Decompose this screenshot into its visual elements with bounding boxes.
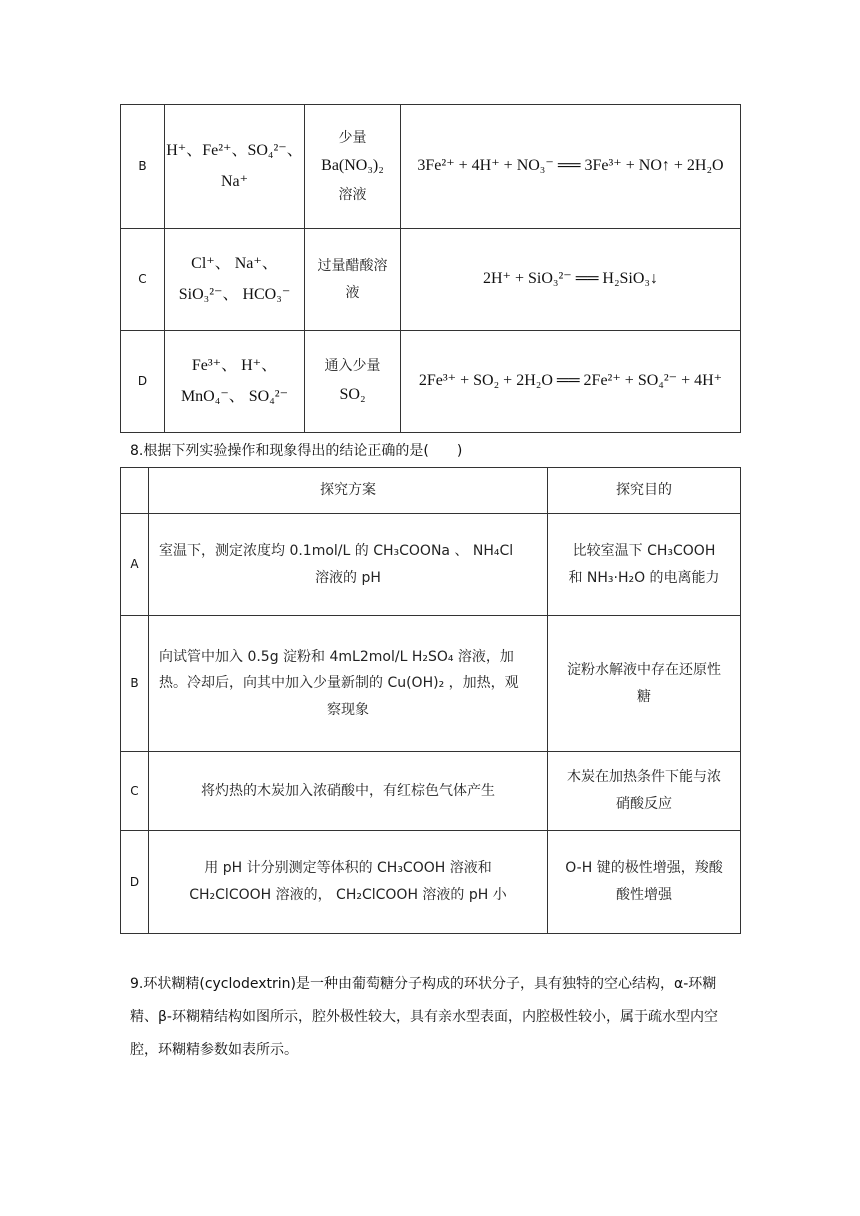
header-plan: 探究方案: [149, 468, 548, 514]
row-label: B: [121, 105, 165, 229]
table-row: [121, 831, 741, 934]
table-row: [121, 105, 741, 229]
ion-list: Fe³⁺、 H⁺、 MnO₄⁻、 SO₄²⁻: [165, 331, 305, 433]
plan-cell: 将灼热的木炭加入浓硝酸中，有红棕色气体产生: [149, 752, 548, 831]
table-row: [121, 752, 741, 831]
plan-cell: 用 pH 计分别测定等体积的 CH₃COOH 溶液和 CH₂ClCOOH 溶液的， CH₂ClCOOH 溶液的 pH 小: [149, 831, 548, 934]
question-8-stem: 8.根据下列实验操作和现象得出的结论正确的是( ): [130, 443, 463, 459]
row-label: B: [121, 616, 149, 752]
experiment-table: [120, 467, 741, 934]
goal-cell: 木炭在加热条件下能与浓 硝酸反应: [548, 752, 741, 831]
ionic-equation: 2H⁺ + SiO₃²⁻ ══ H₂SiO₃↓: [401, 229, 741, 331]
row-label: C: [121, 752, 149, 831]
ionic-equation: 3Fe²⁺ + 4H⁺ + NO₃⁻ ══ 3Fe³⁺ + NO↑ + 2H₂O: [401, 105, 741, 229]
reagent: 过量醋酸溶 液: [305, 229, 401, 331]
row-label: D: [121, 831, 149, 934]
plan-cell: 向试管中加入 0.5g 淀粉和 4mL2mol/L H₂SO₄ 溶液，加 热。冷却后，向其中加入少量新制的 Cu(OH)₂ ，加热，观 察现象: [149, 616, 548, 752]
table-row: [121, 514, 741, 616]
reagent: 通入少量 SO₂: [305, 331, 401, 433]
ion-reaction-table: [120, 104, 741, 433]
ionic-equation: 2Fe³⁺ + SO₂ + 2H₂O ══ 2Fe²⁺ + SO₄²⁻ + 4H⁺: [401, 331, 741, 433]
table-row: [121, 616, 741, 752]
header-goal: 探究目的: [548, 468, 741, 514]
ion-list: Cl⁺、 Na⁺、 SiO₃²⁻、 HCO₃⁻: [165, 229, 305, 331]
plan-cell: 室温下，测定浓度均 0.1mol/L 的 CH₃COONa 、 NH₄Cl 溶液的 pH: [149, 514, 548, 616]
goal-cell: O-H 键的极性增强，羧酸 酸性增强: [548, 831, 741, 934]
row-label: D: [121, 331, 165, 433]
row-label: A: [121, 514, 149, 616]
table-header-row: [121, 468, 741, 514]
row-label: C: [121, 229, 165, 331]
goal-cell: 比较室温下 CH₃COOH 和 NH₃·H₂O 的电离能力: [548, 514, 741, 616]
header-empty: [121, 468, 149, 514]
question-9-text: 9.环状糊精(cyclodextrin)是一种由葡萄糖分子构成的环状分子，具有独特的空心结构，α-环糊精、β-环糊精结构如图所示，腔外极性较大，具有亲水型表面，内腔极性较小，属于疏水型内空腔，环糊精参数如表所示。: [130, 976, 718, 1058]
ion-list: H⁺、Fe²⁺、SO₄²⁻、 Na⁺: [165, 105, 305, 229]
goal-cell: 淀粉水解液中存在还原性 糖: [548, 616, 741, 752]
reagent: 少量 Ba(NO₃)₂ 溶液: [305, 105, 401, 229]
table-row: [121, 331, 741, 433]
table-row: [121, 229, 741, 331]
